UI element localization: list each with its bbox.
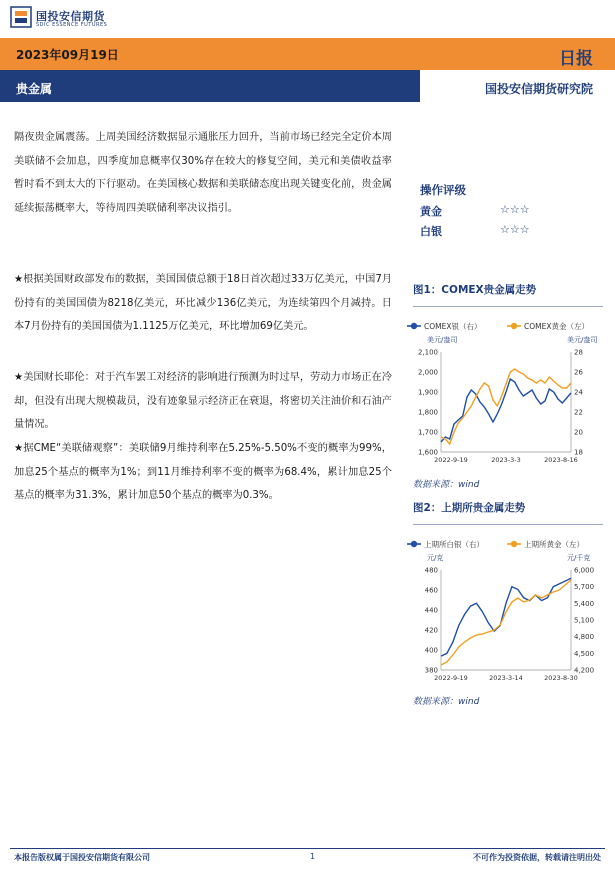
left-tick-label: 2,100 <box>417 348 438 357</box>
body-paragraph: ★根据美国财政部发布的数据，美国国债总额于18日首次超过33万亿美元，中国7月份持有的美国国债为8218亿美元，环比减少136亿美元，为连续第四个月减持。日本7月份持有的美国国债为1.1125万亿美元，环比增加69亿美元。 <box>14 274 392 332</box>
left-tick-label: 440 <box>424 606 438 615</box>
x-tick-label: 2023-3-14 <box>489 674 523 682</box>
right-tick-label: 5,400 <box>574 599 595 608</box>
legend-label: COMEX黄金（左） <box>524 322 589 331</box>
left-axis-unit: 美元/盎司 <box>427 336 458 344</box>
left-tick-label: 400 <box>424 646 438 655</box>
right-tick-label: 18 <box>574 448 583 457</box>
x-tick-label: 2022-9-19 <box>434 674 468 682</box>
left-tick-label: 1,800 <box>417 408 438 417</box>
figure-2-title: 图2：上期所贵金属走势 <box>413 500 603 525</box>
left-axis-unit: 元/克 <box>427 554 444 562</box>
left-tick-label: 2,000 <box>417 368 438 377</box>
figure-1-title: 图1：COMEX贵金属走势 <box>413 282 603 307</box>
rating-name: 白银 <box>420 225 442 238</box>
series-line-silver <box>441 578 571 656</box>
report-date: 2023年09月19日 <box>16 48 119 62</box>
footer-divider <box>10 848 605 849</box>
rating-stars: ☆☆☆ <box>500 223 530 236</box>
x-tick-label: 2022-9-19 <box>434 456 468 464</box>
logo-text: 国投安信期货 <box>36 10 105 23</box>
figure-2-chart <box>405 528 605 693</box>
rating-row-silver <box>420 223 560 241</box>
right-tick-label: 20 <box>574 428 583 437</box>
figure-1-source: 数据来源：wind <box>413 480 480 490</box>
left-tick-label: 480 <box>424 566 438 575</box>
rating-title: 操作评级 <box>420 183 466 197</box>
right-tick-label: 5,700 <box>574 583 595 592</box>
report-category: 贵金属 <box>16 82 53 96</box>
right-axis-unit: 美元/盎司 <box>567 336 598 344</box>
body-paragraph: ★据CME“美联储观察”：美联储9月维持利率在5.25%-5.50%不变的概率为99%，加息25个基点的概率为1%；到11月维持利率不变的概率为68.4%，累计加息25个基点的概率为31.3%，累计加息50个基点的概率为0.3%。 <box>14 443 392 501</box>
left-tick-label: 420 <box>424 626 438 635</box>
x-tick-label: 2023-8-16 <box>544 456 578 464</box>
logo-subtext: SDIC ESSENCE FUTURES <box>36 22 108 28</box>
report-type: 日报 <box>559 49 593 69</box>
left-tick-label: 1,900 <box>417 388 438 397</box>
right-tick-label: 4,800 <box>574 633 595 642</box>
legend-marker <box>511 541 517 547</box>
rating-row-gold <box>420 203 560 221</box>
figure-1-chart <box>405 310 605 475</box>
footer-disclaimer: 不可作为投资依据，转载请注明出处 <box>473 853 601 862</box>
footer-copyright: 本报告版权属于国投安信期货有限公司 <box>14 853 150 862</box>
legend-label: 上期所白银（右） <box>424 540 484 549</box>
right-tick-label: 28 <box>574 348 583 357</box>
logo-icon <box>10 6 32 28</box>
legend-marker <box>411 323 417 329</box>
rating-stars: ☆☆☆ <box>500 203 530 216</box>
right-tick-label: 5,100 <box>574 616 595 625</box>
right-tick-label: 4,500 <box>574 649 595 658</box>
left-tick-label: 380 <box>424 666 438 675</box>
series-line-gold <box>441 369 571 444</box>
rating-name: 黄金 <box>420 205 442 218</box>
left-tick-label: 1,700 <box>417 428 438 437</box>
page-number: 1 <box>310 852 316 861</box>
right-tick-label: 22 <box>574 408 583 417</box>
legend-label: COMEX银（右） <box>424 322 482 331</box>
x-tick-label: 2023-8-30 <box>544 674 578 682</box>
right-tick-label: 4,200 <box>574 666 595 675</box>
body-paragraph: 隔夜贵金属震荡。上周美国经济数据显示通胀压力回升，当前市场已经完全定价本周美联储不会加息，四季度加息概率仅30%存在较大的修复空间，美元和美债收益率暂时看不到太大的下行驱动。在美国核心数据和美联储态度出现关键变化前，贵金属延续振荡概率大，等待周四美联储利率决议指引。 <box>14 132 392 214</box>
right-axis-unit: 元/千克 <box>567 554 591 562</box>
left-tick-label: 1,600 <box>417 448 438 457</box>
body-paragraph: ★美国财长耶伦：对于汽车罢工对经济的影响进行预测为时过早，劳动力市场正在冷却，但没有出现大规模裁员，没有迹象显示经济正在衰退，将密切关注油价和石油产量情况。 <box>14 372 392 430</box>
legend-label: 上期所黄金（左） <box>524 540 584 549</box>
figure-2-source: 数据来源：wind <box>413 697 480 707</box>
x-tick-label: 2023-3-3 <box>491 456 521 464</box>
right-tick-label: 6,000 <box>574 566 595 575</box>
right-tick-label: 26 <box>574 368 583 377</box>
series-line-silver <box>441 379 571 442</box>
legend-marker <box>511 323 517 329</box>
left-tick-label: 460 <box>424 586 438 595</box>
right-tick-label: 24 <box>574 388 583 397</box>
institute-name: 国投安信期货研究院 <box>484 82 593 96</box>
legend-marker <box>411 541 417 547</box>
